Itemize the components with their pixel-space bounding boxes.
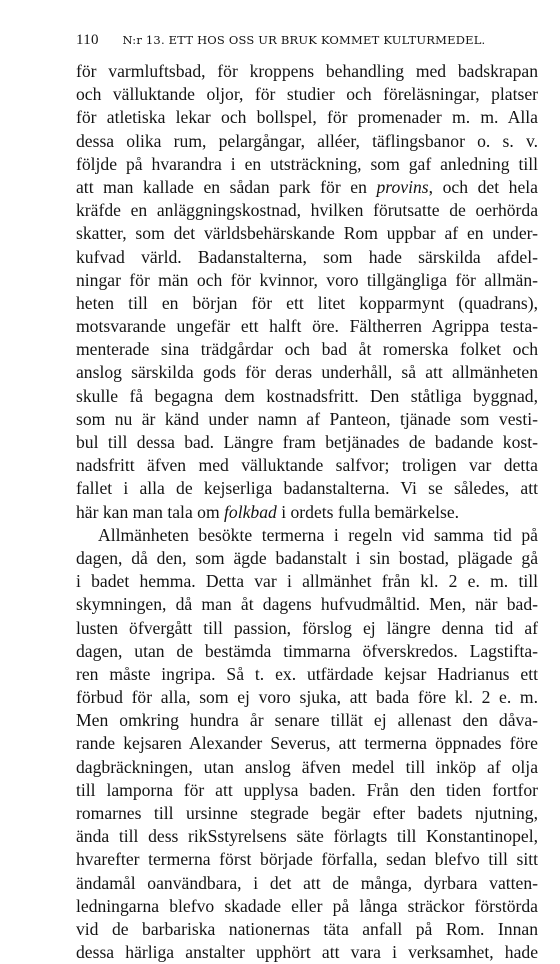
text-line: anslog särskilda gods för deras underhåll, så att allmänheten	[76, 362, 538, 383]
text-line: lusten öfvergått till passion, förslog ej längre denna tid af	[76, 617, 538, 638]
text-line: ningar för män och för kvinnor, voro tillgängliga för allmän-	[76, 269, 538, 290]
text-line: rande kejsaren Alexander Severus, att termerna öppnades före	[76, 733, 538, 754]
text-line: i badet hemma. Detta var i allmänhet från kl. 2 e. m. till	[76, 571, 538, 592]
running-head	[76, 32, 536, 52]
text-run: följde på hvarandra i en utsträckning, som gaf anledning till	[76, 153, 538, 174]
text-line: för atletiska lekar och bollspel, för promenader m. m. Alla	[76, 107, 538, 128]
text-line: ända till dess rikSstyrelsens säte förlagts till Konstantinopel,	[76, 826, 538, 847]
italic-word: folkbad	[224, 501, 277, 522]
text-line: ren måste ingripa. Så t. ex. utfärdade kejsar Hadrianus ett	[76, 663, 538, 684]
text-line: romarnes till ursinne stegrade begär efter badets njutning,	[76, 803, 538, 823]
text-line: dagen, utan de bestämda timmarna öfverskredos. Lagstifta-	[76, 640, 538, 661]
text-line: ändamål oanvändbara, i det att de många, dyrbara vatten-	[76, 872, 538, 893]
text-line: dagbräckningen, utan anslog äfven medel till inköp af olja	[76, 756, 538, 777]
text-line	[76, 176, 538, 199]
text-line: nadsfritt äfven med välluktande salfvor; troligen var detta	[76, 455, 538, 476]
text-line: som nu är känd under namn af Panteon, tjänade som vesti-	[76, 408, 538, 429]
text-run: i ordets fulla bemärkelse.	[276, 501, 460, 522]
text-line: vid de barbariska nationernas täta anfall på Rom. Innan	[76, 918, 538, 939]
page-number: 110	[76, 32, 99, 48]
italic-word: provins	[376, 176, 429, 197]
text-line: dagen, då den, som ägde badanstalt i sin bostad, plägade gå	[76, 547, 538, 568]
text-line: motsvarande ungefär ett halft öre. Fältherren Agrippa testa-	[76, 316, 538, 337]
text-line: till lamporna för att upplysa baden. Från den tiden fortfor	[76, 779, 538, 800]
text-line	[76, 153, 538, 176]
text-line: Allmänheten besökte termerna i regeln vid samma tid på	[98, 524, 538, 545]
text-run: , och det hela	[428, 176, 538, 197]
text-line: skymningen, då man åt dagens hufvudmåltid. Men, när bad-	[76, 594, 538, 615]
text-line: fallet i alla de kejserliga badanstalterna. Vi se således, att	[76, 478, 538, 499]
text-line: menterade sina trädgårdar och bad åt romerska folket och	[76, 339, 538, 360]
text-line: kufvad värld. Badanstalterna, som hade särskilda afdel-	[76, 246, 538, 267]
text-line: Men omkring hundra år senare tillät ej allenast den dåva-	[76, 710, 538, 731]
text-line: förbud för alla, som ej voro sjuka, att bada före kl. 2 e. m.	[76, 687, 538, 708]
text-line: bul till dessa bad. Längre fram betjänades de badande kost-	[76, 432, 538, 452]
text-line: för varmluftsbad, för kroppens behandling med badskrapan	[76, 61, 538, 81]
text-line	[76, 501, 538, 524]
running-title: N:r 13. ETT HOS OSS UR BRUK KOMMET KULTURMEDEL.	[122, 33, 486, 47]
text-line: skatter, som det världsbehärskande Rom uppbar af en under-	[76, 223, 538, 244]
text-line: och välluktande oljor, för studier och föreläsningar, platser	[76, 84, 538, 105]
text-line: dessa olika rum, pelargångar, alléer, täflingsbanor o. s. v.	[76, 130, 538, 151]
text-line: skulle få begagna dem kostnadsfritt. Den ståtliga byggnad,	[76, 385, 538, 406]
text-line: heten till en början för ett litet kopparmynt (quadrans),	[76, 292, 538, 313]
text-line: ledningarna blefvo skadade eller på långa sträckor förstörda	[76, 895, 538, 916]
text-line: kräfde en anläggningskostnad, hvilken förutsatte de oerhörda	[76, 200, 538, 221]
body-text	[76, 60, 538, 964]
text-run: att man kallade en sådan park för en	[76, 176, 377, 197]
text-run: här kan man tala om	[76, 501, 225, 522]
text-line: hvarefter termerna först började förfalla, sedan blefvo till sitt	[76, 849, 538, 870]
text-line: dessa härliga anstalter upphört att vara i verksamhet, hade	[76, 942, 538, 963]
